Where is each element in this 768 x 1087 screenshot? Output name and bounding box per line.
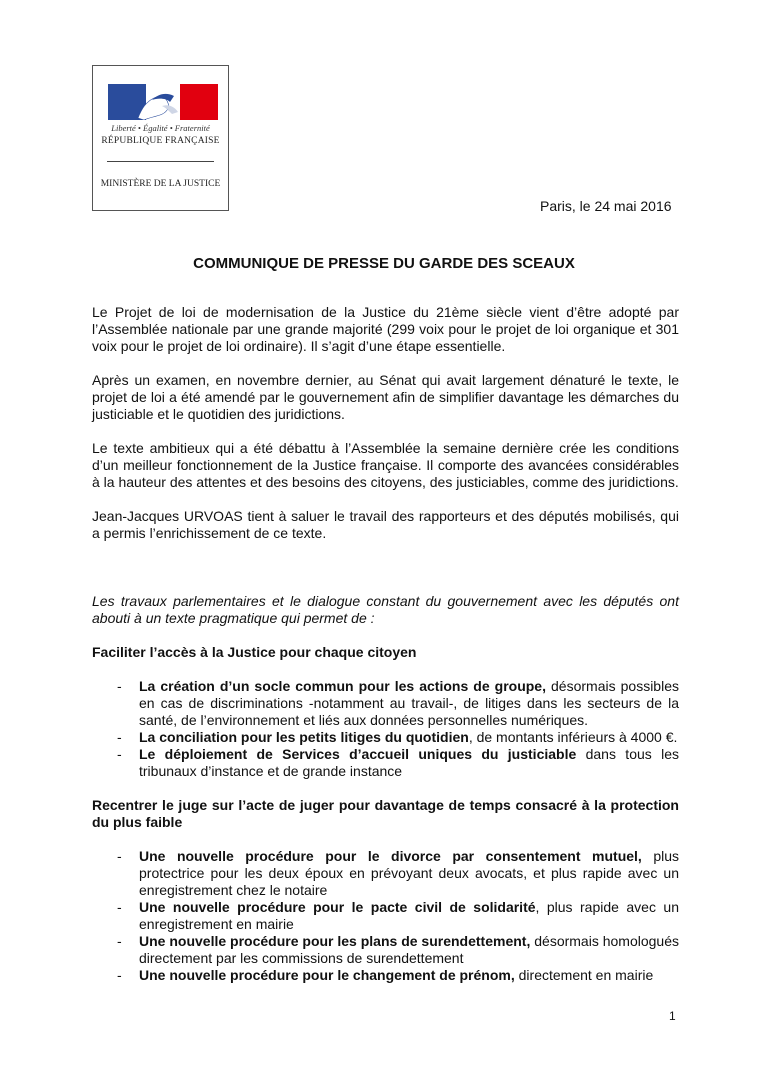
item-bold-text: La création d’un socle commun pour les actions de groupe, [139,678,546,694]
item-text: désormais homologués directement par les commissions de surendettement [139,933,680,966]
ministry-logo [92,65,229,211]
item-bold-text: Une nouvelle procédure pour les plans de surendettement, [139,933,531,949]
item-text: , de montants inférieurs à 4000 €. [468,729,678,745]
document-date: Paris, le 24 mai 2016 [540,198,672,214]
list-item: - La conciliation pour les petits litiges du quotidien, de montants inférieurs à 4000 €. [117,729,678,745]
paragraph: Le Projet de loi de modernisation de la Justice du 21ème siècle vient d’être adopté par l’Assemblée nationale par une grande majorité (299 voix pour le projet de loi organique et 301 voix pour le projet de loi ordinaire). Il s’agit d’une étape essentielle. [92,304,679,354]
item-text: désormais possibles en cas de discriminations -notamment au travail-, de litiges dans les secteurs de la santé, de l’environnement et liés aux données personnelles numériques. [139,678,679,728]
ministry-name: MINISTÈRE DE LA JUSTICE [100,179,221,189]
item-text: directement en mairie [514,967,654,983]
item-bold-text: Le déploiement de Services d’accueil uniques du justiciable [139,746,577,762]
measures-list [92,848,679,984]
list-item: - La création d’un socle commun pour les actions de groupe, désormais possibles en cas de discriminations -notamment au travail-, de litiges dans les secteurs de la santé, de l’environnement et liés aux données personnelles numériques. [117,678,679,728]
item-text: dans tous les tribunaux d’instance et de grande instance [139,746,679,779]
section-heading: Recentrer le juge sur l’acte de juger pour davantage de temps consacré à la protection du plus faible [92,797,679,830]
list-item: - Une nouvelle procédure pour le divorce par consentement mutuel, plus protectrice pour les deux époux en prévoyant deux avocats, et plus rapide avec un enregistrement chez le notaire [117,848,680,898]
item-text: , plus rapide avec un enregistrement en mairie [139,899,679,932]
list-item: - Une nouvelle procédure pour les plans de surendettement, désormais homologués directement par les commissions de surendettement [117,933,680,966]
item-text: plus protectrice pour les deux époux en prévoyant deux avocats, et plus rapide avec un enregistrement chez le notaire [139,848,680,898]
paragraph: Après un examen, en novembre dernier, au Sénat qui avait largement dénaturé le texte, le projet de loi a été amendé par le gouvernement afin de simplifier davantage les démarches du justiciable et le quotidien des juridictions. [92,372,679,422]
list-item: - Une nouvelle procédure pour le changement de prénom, directement en mairie [117,967,654,983]
press-release-title: COMMUNIQUE DE PRESSE DU GARDE DES SCEAUX [193,255,575,272]
marianne-flag-icon [108,84,218,120]
republic-name: RÉPUBLIQUE FRANÇAISE [101,136,220,146]
list-item: - Une nouvelle procédure pour le pacte civil de solidarité, plus rapide avec un enregistrement en mairie [117,899,679,932]
item-bold-text: Une nouvelle procédure pour le divorce par consentement mutuel, [139,848,642,864]
page-number: 1 [669,1009,676,1023]
measures-list [92,678,679,780]
paragraph: Le texte ambitieux qui a été débattu à l’Assemblée la semaine dernière crée les conditions d’un meilleur fonctionnement de la Justice française. Il comporte des avancées considérables à la hauteur des attentes et des besoins des citoyens, des justiciables, comme des juridictions. [92,440,679,490]
item-bold-text: La conciliation pour les petits litiges du quotidien [139,729,469,745]
section-heading: Faciliter l’accès à la Justice pour chaque citoyen [92,644,417,660]
list-item: - Le déploiement de Services d’accueil uniques du justiciable dans tous les tribunaux d’instance et de grande instance [117,746,679,779]
item-bold-text: Une nouvelle procédure pour le changement de prénom, [139,967,515,983]
paragraph: Jean-Jacques URVOAS tient à saluer le travail des rapporteurs et des députés mobilisés, qui a permis l’enrichissement de ce texte. [92,508,679,541]
document-body [92,304,679,1001]
item-bold-text: Une nouvelle procédure pour le pacte civil de solidarité [139,899,536,915]
logo-divider [107,161,214,162]
republic-motto: Liberté • Égalité • Fraternité [111,123,210,133]
intro-paragraph: Les travaux parlementaires et le dialogue constant du gouvernement avec les députés ont abouti à un texte pragmatique qui permet de : [92,593,679,626]
